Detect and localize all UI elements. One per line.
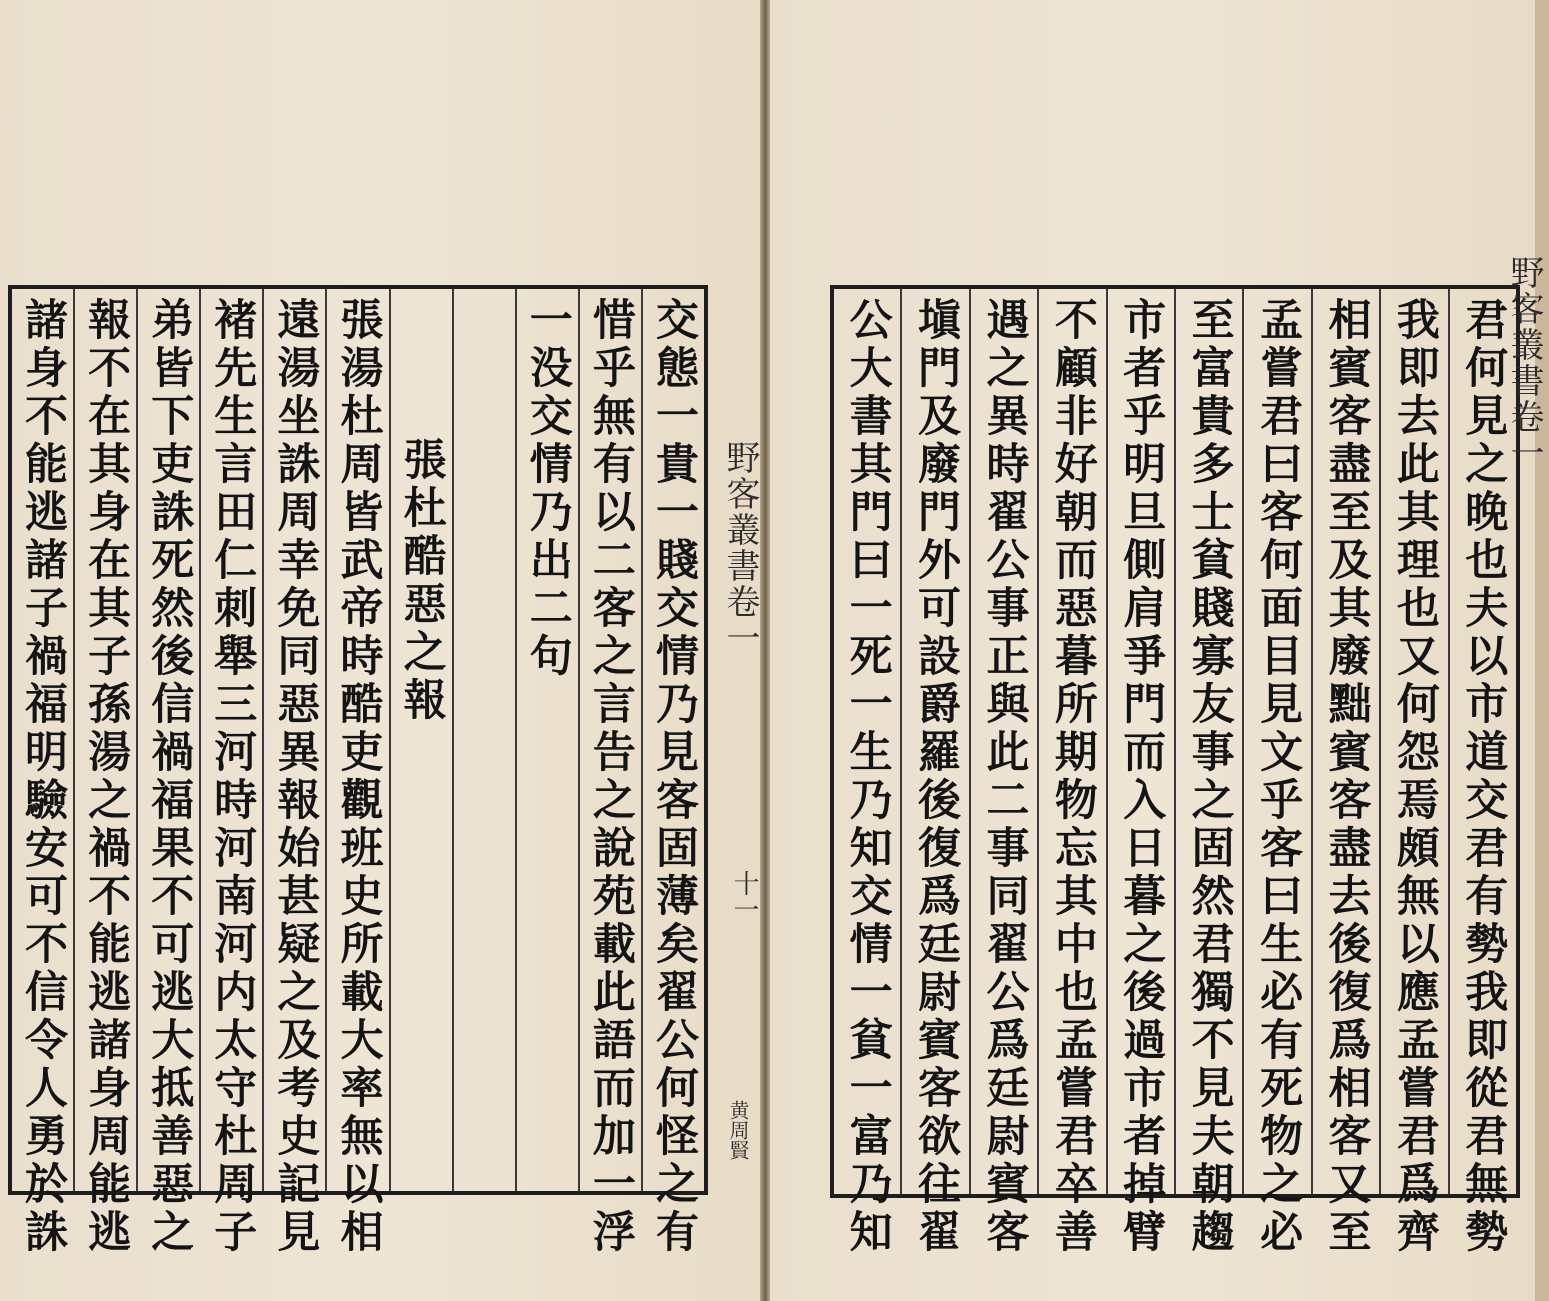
right-text-frame	[830, 285, 1520, 1257]
column-text: 交態一貴一賤交情乃見客固薄矣翟公何怪之有	[648, 297, 699, 1257]
text-column	[262, 289, 325, 1257]
column-text: 至富貴多士貧賤寡友事之固然君獨不見夫朝趨	[1184, 297, 1235, 1257]
section-heading-column	[389, 289, 452, 1191]
column-text: 君何見之晚也夫以市道交君有勢我即從君無勢	[1458, 297, 1509, 1257]
text-column	[325, 289, 388, 1257]
left-text-frame	[8, 285, 708, 1257]
text-column	[578, 289, 641, 1257]
column-text: 公大書其門曰一死一生乃知交情一貧一富乃知	[842, 297, 893, 1257]
folio-number: 十一	[729, 870, 759, 922]
section-heading: 張杜酷惡之報	[396, 437, 447, 725]
column-text: 惜乎無有以二客之言告之說苑載此語而加一浮	[585, 297, 636, 1257]
text-column	[1174, 289, 1242, 1257]
column-text: 市者乎明旦側肩爭門而入日暮之後過市者掉臂	[1116, 297, 1167, 1257]
carver-signature: 黄周賢	[726, 1100, 750, 1160]
column-text: 塡門及廢門外可設爵羅後復爲廷尉賓客欲往翟	[911, 297, 962, 1257]
text-column	[1311, 289, 1379, 1257]
column-text: 孟嘗君曰客何面目見文乎客曰生必有死物之必	[1253, 297, 1304, 1257]
text-column	[12, 289, 73, 1257]
column-text: 一没交情乃出二句	[522, 297, 573, 681]
text-column	[969, 289, 1037, 1257]
column-text: 遇之異時翟公事正與此二事同翟公爲廷尉賓客	[979, 297, 1030, 1257]
column-text: 我即去此其理也又何怨焉頗無以應孟嘗君爲齊	[1389, 297, 1440, 1257]
column-text: 報不在其身在其子孫湯之禍不能逃諸身周能逃	[81, 297, 132, 1257]
book-gutter	[760, 0, 770, 1301]
column-text: 諸身不能逃諸子禍福明驗安可不信令人勇於誅	[18, 297, 69, 1257]
running-title: 野客叢書卷一	[720, 440, 760, 656]
column-text: 不顧非好朝而惡暮所期物忘其中也孟嘗君卒善	[1047, 297, 1098, 1257]
text-column	[1106, 289, 1174, 1257]
text-column	[136, 289, 199, 1257]
column-text: 相賓客盡至及其廢黜賓客盡去後復爲相客又至	[1321, 297, 1372, 1257]
text-column	[900, 289, 968, 1257]
column-text: 遠湯坐誅周幸免同惡異報始甚疑之及考史記見	[270, 297, 321, 1257]
text-column	[199, 289, 262, 1257]
text-column	[515, 289, 578, 1191]
left-page	[0, 0, 760, 1301]
text-column	[641, 289, 704, 1257]
column-text: 褚先生言田仁刺舉三河時河南河内太守杜周子	[207, 297, 258, 1257]
text-column	[834, 289, 900, 1257]
text-column	[1242, 289, 1310, 1257]
blank-column	[452, 289, 515, 1191]
text-column	[1037, 289, 1105, 1257]
column-text: 弟皆下吏誅死然後信禍福果不可逃大抵善惡之	[144, 297, 195, 1257]
text-column	[73, 289, 136, 1257]
column-text: 張湯杜周皆武帝時酷吏觀班史所載大率無以相	[333, 297, 384, 1257]
running-title: 野客叢書卷一	[1504, 255, 1544, 471]
text-column	[1379, 289, 1447, 1257]
